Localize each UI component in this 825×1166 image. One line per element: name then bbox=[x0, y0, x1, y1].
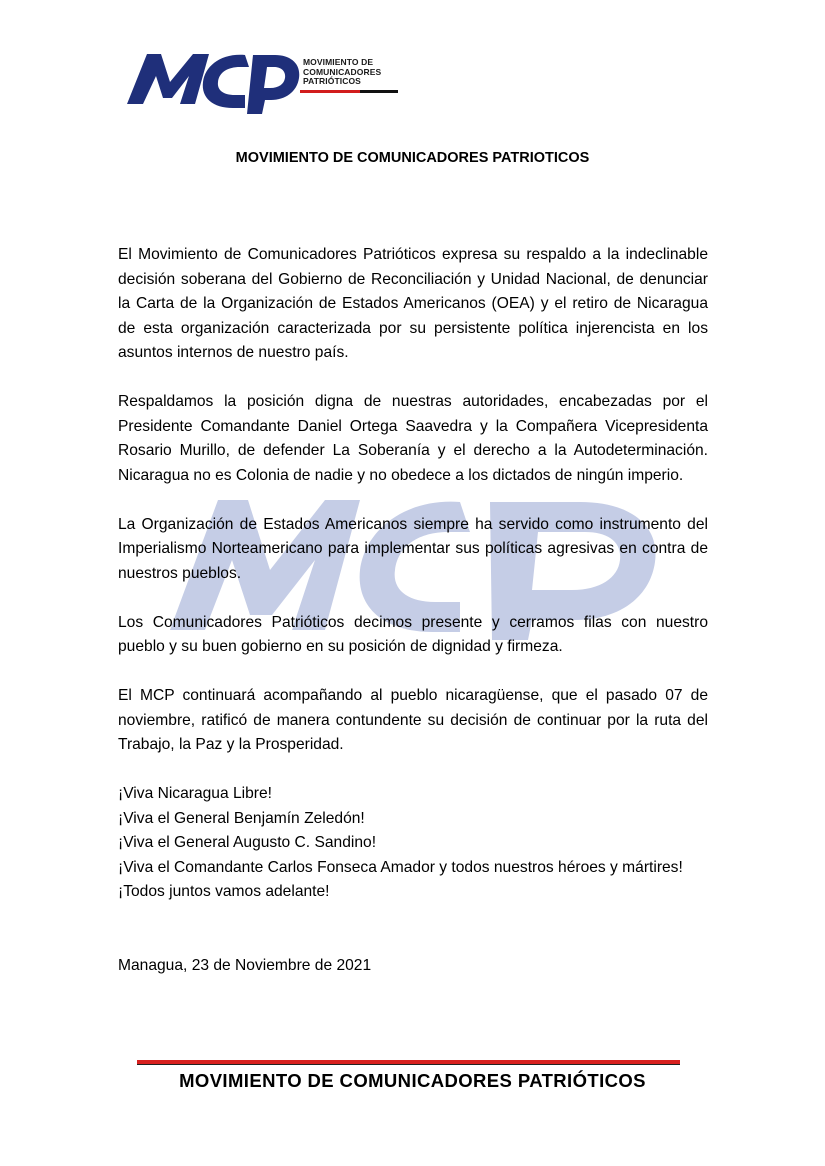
document-body bbox=[118, 243, 708, 978]
paragraph-3: La Organización de Estados Americanos siempre ha servido como instrumento del Imperialismo Norteamericano para implementar sus políticas agresivas en contra de nuestros pueblos. bbox=[118, 515, 708, 582]
viva-line: ¡Viva Nicaragua Libre! bbox=[118, 785, 272, 802]
signoff-date: Managua, 23 de Noviembre de 2021 bbox=[118, 956, 372, 974]
paragraph-5: El MCP continuará acompañando al pueblo nicaragüense, que el pasado 07 de noviembre, ratificó de manera contundente su decisión de continuar por la ruta del Trabajo, la Paz y la Prosperidad. bbox=[118, 687, 708, 753]
logo-name-line-3: PATRIÓTICOS bbox=[303, 76, 361, 86]
paragraph-2: Respaldamos la posición digna de nuestras autoridades, encabezadas por el Presidente Comandante Daniel Ortega Saavedra y la Compañera Vicepresidenta Rosario Murillo, de defender La Soberanía y el derecho a la Autodeterminación. Nicaragua no es Colonia de nadie y no obedece a los dictados de ningún imperio. bbox=[118, 393, 708, 484]
logo-rule bbox=[300, 90, 398, 93]
viva-line: ¡Viva el General Augusto C. Sandino! bbox=[118, 834, 377, 851]
viva-line: ¡Viva el Comandante Carlos Fonseca Amador y todos nuestros héroes y mártires! bbox=[118, 858, 683, 876]
mcp-mark-icon bbox=[125, 48, 300, 118]
logo-name-line-1: MOVIMIENTO DE bbox=[303, 57, 374, 67]
paragraph-1: El Movimiento de Comunicadores Patrióticos expresa su respaldo a la indeclinable decisión soberana del Gobierno de Reconciliación y Unidad Nacional, de denunciar la Carta de la Organización de Estados Americanos (OEA) y el retiro de Nicaragua de esta organización caracterizada por su persistente política injerencista en los asuntos internos de nuestro país. bbox=[118, 246, 708, 361]
logo-name-text bbox=[303, 58, 381, 87]
footer-title: MOVIMIENTO DE COMUNICADORES PATRIÓTICOS bbox=[179, 1070, 646, 1091]
paragraph-4: Los Comunicadores Patrióticos decimos presente y cerramos filas con nuestro pueblo y su buen gobierno en su posición de dignidad y firmeza. bbox=[118, 613, 708, 655]
vivas-list bbox=[118, 782, 708, 905]
mcp-logo bbox=[125, 48, 405, 118]
viva-line: ¡Todos juntos vamos adelante! bbox=[118, 883, 330, 900]
footer-rule bbox=[137, 1060, 680, 1064]
viva-line: ¡Viva el General Benjamín Zeledón! bbox=[118, 809, 365, 827]
document-title: MOVIMIENTO DE COMUNICADORES PATRIOTICOS bbox=[235, 150, 590, 166]
logo-name-line-2: COMUNICADORES bbox=[303, 66, 382, 77]
